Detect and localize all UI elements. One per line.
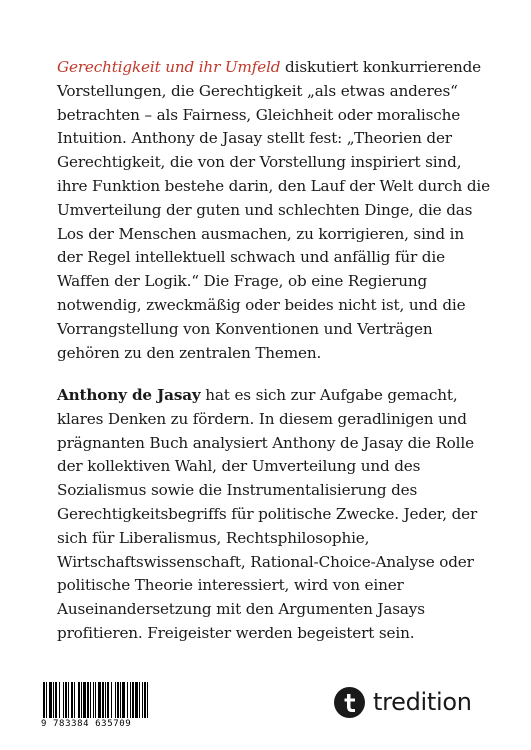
- isbn-digit-group-1: 783384: [53, 719, 90, 729]
- blurb-text-1: diskutiert konkurrierende Vorstellungen, die Gerechtigkeit „als etwas anderes“ betrachten – als Fairness, Gleichheit oder moralische Intuition. Anthony de Jasay stellt fest: „Theorien der Gerechtigkeit, die von der Vorstellung inspiriert sind, ihre Funktion bestehe darin, den Lauf der Welt durch die Umverteilung der guten und schlechten Dinge, die das Los der Menschen ausmachen, zu korrigieren, sind in der Regel intellektuell schwach und anfällig für die Waffen der Logik.“ Die Frage, ob eine Regierung notwendig, zweckmäßig oder beides nicht ist, und die Vorrangstellung von Konventionen und Verträgen gehören zu den zentralen Themen.: [57, 58, 490, 362]
- tredition-t-logo-icon: [334, 687, 365, 718]
- isbn-digit-group-2: 635709: [95, 719, 132, 729]
- isbn-digit-prefix: 9: [41, 719, 48, 729]
- isbn-digits: [41, 719, 201, 729]
- blurb-text-2: hat es sich zur Aufgabe gemacht, klares Denken zu fördern. In diesem geradlinigen und prägnanten Buch analysiert Anthony de Jasay die Rolle der kollektiven Wahl, der Umverteilung und des Sozialismus sowie die Instrumentalisierung des Gerechtigkeitsbegriffs für politische Zwecke. Jeder, der sich für Liberalismus, Rechtsphilosophie, Wirtschaftswissenschaft, Rational-Choice-Analyse oder politische Theorie interessiert, wird von einer Auseinandersetzung mit den Argumenten Jasays profitieren. Freigeister werden begeistert sein.: [57, 386, 478, 642]
- book-title: Gerechtigkeit und ihr Umfeld: [57, 58, 281, 76]
- blurb-paragraph-1: [57, 56, 491, 365]
- blurb-paragraph-2: [57, 384, 491, 646]
- isbn-barcode: [41, 682, 191, 722]
- publisher-name: tredition: [373, 688, 472, 716]
- publisher-mark: [334, 682, 472, 722]
- author-name: Anthony de Jasay: [57, 386, 201, 404]
